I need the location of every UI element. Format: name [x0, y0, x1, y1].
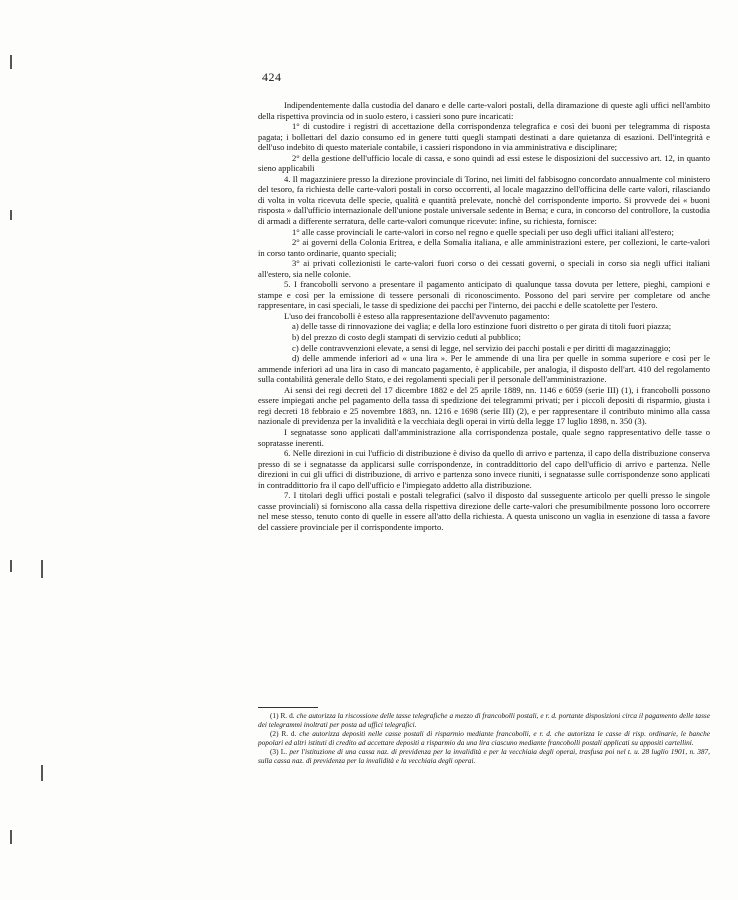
paragraph: L'uso dei francobolli è esteso alla rappresentazione dell'avvenuto pagamento:	[284, 310, 550, 321]
scan-margin-mark	[10, 210, 12, 220]
scan-margin-mark	[10, 55, 12, 69]
paragraph: Ai sensi dei regi decreti del 17 dicembre 1882 e del 25 aprile 1889, nn. 1146 e 6059 (serie III) (1), i francobolli possono essere impiegati anche pel pagamento della tassa di spedizione dei telegrammi privati; per i piccoli depositi di risparmio, giusta i regi decreti 18 febbraio e 25 novembre 1883, nn. 1216 e 1698 (serie III) (2), e per rappresentare il contributo minimo alla cassa nazionale di previdenza per la invalidità e la vecchiaia degli operai in virtù della legge 17 luglio 1898, n. 350 (3).	[258, 384, 710, 427]
footnote-text: che autorizza depositi nelle casse postali di risparmio mediante francobolli, e r. d. che autorizza le casse di risp. ordinarie, le banche popolari ed altri istituti di credito ad accettare depositi a risparmio da una lira ciascuno mediante francobolli postali applicati su appositi cartellini.	[258, 729, 710, 747]
footnote-mark: (1) R. d.	[270, 711, 297, 720]
paragraph: Indipendentemente dalla custodia del danaro e delle carte-valori postali, della diramazione di queste agli uffici nell'ambito della rispettiva provincia od in suolo estero, i cassieri sono pure incaricati:	[258, 100, 710, 121]
paragraph: 3° ai privati collezionisti le carte-valori fuori corso o dei cessati governi, o speciali in corso sia negli uffici italiani all'estero, sia nelle colonie.	[258, 258, 710, 279]
paragraph: d) delle ammende inferiori ad « una lira ». Per le ammende di una lira per quelle in somma superiore e così per le ammende inferiori ad una lira in caso di mancato pagamento, è applicabile, per analogia, il disposto dell'art. 410 del regolamento sulla contabilità generale dello Stato, e dei regolamenti speciali per il personale dell'amministrazione.	[258, 353, 710, 385]
footnote-mark: (3) L.	[270, 747, 290, 757]
paragraph: 6. Nelle direzioni in cui l'ufficio di distribuzione è diviso da quello di arrivo e partenza, il capo della distribuzione conserva presso di se i segnatasse da applicarsi sulle corrispondenze, in contraddittorio del capo dell'ufficio di arrivo e partenza. Nelle direzioni in cui gli uffici di distribuzione, di arrivo e partenza sono invece riuniti, i segnatasse sulle corrispondenze sono applicati in contraddittorio fra il capo dell'ufficio e l'impiegato addetto alla distribuzione.	[258, 448, 710, 490]
scan-margin-mark	[41, 560, 43, 578]
footnote-rule	[258, 707, 318, 708]
paragraph: 7. I titolari degli uffici postali e postali telegrafici (salvo il disposto dal susseguente articolo per quelli presso le singole casse provinciali) si forniscono alla cassa della rispettiva direzione delle carte-valori che presumibilmente possono loro occorrere nel mese stesso, tenuto conto di quelle in essere all'atto della richiesta. A questa uniscono un vaglia in esenzione di tassa a favore del cassiere provinciale per il corrispondente importo.	[258, 490, 710, 532]
footnote-text: per l'istituzione di una cassa naz. di previdenza per la invalidità e per la vecchiaia degli operai, trasfusa poi nel t. u. 28 luglio 1901, n. 387, sulla cassa naz. di previdenza per la invalidità e la vecchiaia degli operai.	[258, 747, 710, 765]
paragraph: 2° ai governi della Colonia Eritrea, e della Somalia italiana, e alle amministrazioni estere, per collezioni, le carte-valori in corso tanto ordinarie, quanto speciali;	[258, 237, 710, 258]
scan-margin-mark	[10, 560, 12, 572]
paragraph: 2° della gestione dell'ufficio locale di cassa, e sono quindi ad essi estese le disposizioni del successivo art. 12, in quanto sieno applicabili	[258, 152, 710, 174]
page-number: 424	[262, 70, 282, 84]
footnote-text: che autorizza la riscossione delle tasse telegrafiche a mezzo di francobolli postali, e r. d. portante disposizioni circa il pagamento delle tasse dei telegrammi inoltrati per posta ad uffici telegrafici.	[258, 711, 710, 729]
paragraph: 5. I francobolli servono a presentare il pagamento anticipato di qualunque tassa dovuta per lettere, pieghi, campioni e stampe e così per la emissione di tessere personali di riconoscimento. Possono del pari servire per completare od anche rappresentare, in casi speciali, le tasse di spedizione dei pacchi per l'interno, dei pacchi e delle scatolette per l'estero.	[258, 279, 710, 311]
footnote-mark: (2) R. d.	[270, 729, 300, 739]
footnote	[258, 712, 710, 729]
paragraph: 4. Il magazziniere presso la direzione provinciale di Torino, nei limiti del fabbisogno concordato annualmente col ministero del tesoro, fa richiesta delle carte-valori postali in corso occorrenti, al locale magazzino dell'officina delle carte valori, rilasciando di volta in volta ricevuta delle specie, qualità e quantità prelevate, nonchè del corrispondente importo. Si provvede dei « buoni risposta » dall'ufficio internazionale dell'unione postale universale sedente in Berna; e cura, in concorso del controllore, la custodia di armadi a differente serratura, delle carte-valori comunque ricevute: infine, su richiesta, fornisce:	[258, 173, 710, 227]
paragraph: 1° alle casse provinciali le carte-valori in corso nel regno e quelle speciali per uso degli uffici italiani all'estero;	[292, 226, 674, 237]
scan-margin-mark	[41, 765, 43, 781]
body-text	[258, 100, 710, 532]
footnotes	[258, 712, 710, 766]
paragraph: I segnatasse sono applicati dall'amministrazione alla corrispondenza postale, quale segno rappresentativo delle tasse o sopratasse inerenti.	[258, 426, 710, 448]
footnote	[258, 748, 710, 765]
footnote	[258, 730, 710, 747]
paragraph: a) delle tasse di rinnovazione dei vaglia; e della loro estinzione fuori distretto o per girata di titoli fuori piazza;	[292, 321, 672, 332]
scan-margin-mark	[10, 830, 12, 844]
paragraph: c) delle contravvenzioni elevate, a sensi di legge, nel servizio dei pacchi postali e per diritti di magazzinaggio;	[292, 342, 671, 353]
paragraph: b) del prezzo di costo degli stampati di servizio ceduti al pubblico;	[292, 332, 521, 343]
paragraph: 1° di custodire i registri di accettazione della corrispondenza telegrafica e così dei buoni per telegramma di risposta pagata; i bollettari del dazio consumo ed in genere tutti quegli stampati destinati a dare quietanza di esazioni. Dell'integrità e dell'uso indebito di questo materiale contabile, i cassieri rispondono in via amministrativa e disciplinare;	[258, 121, 710, 153]
